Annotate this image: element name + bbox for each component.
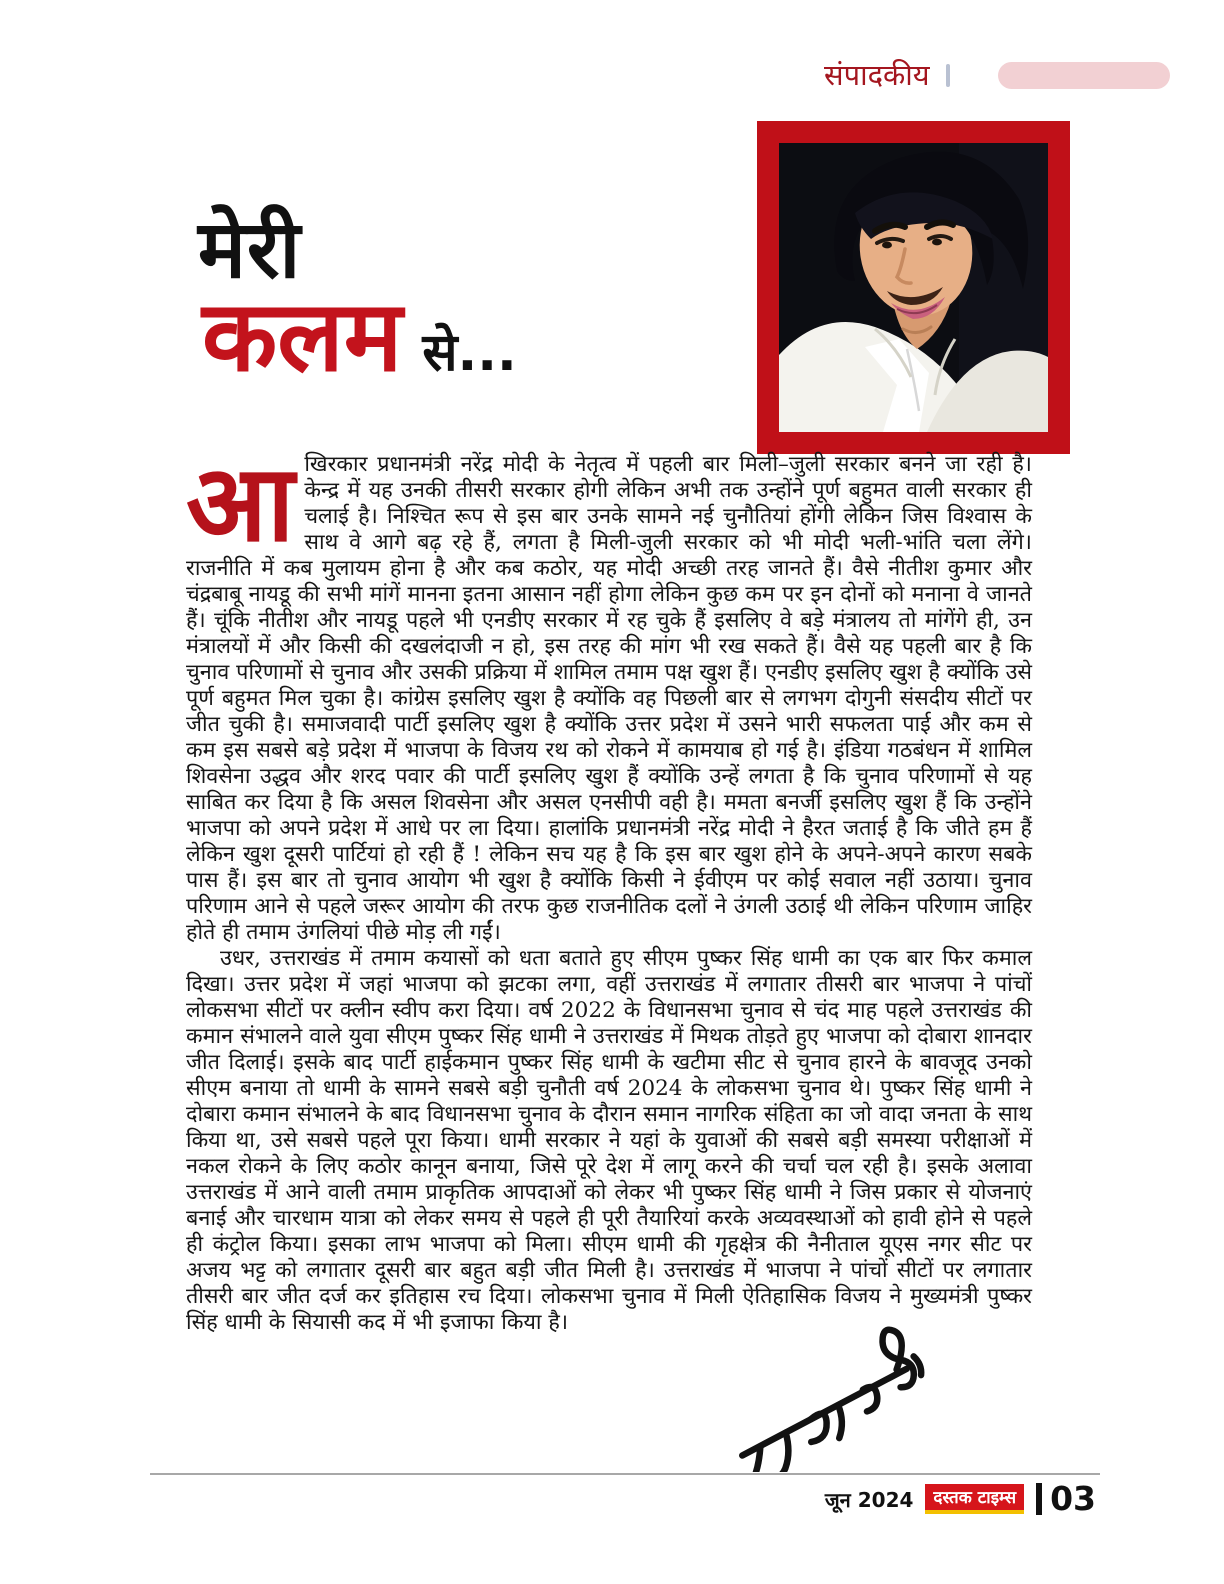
page-title-suffix: से... (422, 323, 517, 383)
footer (824, 1479, 1096, 1518)
page-number: 03 (1050, 1479, 1096, 1518)
article-paragraph-2: उधर, उत्तराखंड में तमाम कयासों को धता बताते हुए सीएम पुष्कर सिंह धामी का एक बार फिर कमाल दिखा। उत्तर प्रदेश में जहां भाजपा को झटका लगा, वहीं उत्तराखंड में लगातार तीसरी बार भाजपा ने पांचों लोकसभा सीटों पर क्लीन स्वीप करा दिया। वर्ष 2022 के विधानसभा चुनाव से चंद माह पहले उत्तराखंड की कमान संभालने वाले युवा सीएम पुष्कर सिंह धामी ने उत्तराखंड में मिथक तोड़ते हुए भाजपा को दोबारा शानदार जीत दिलाई। इसके बाद पार्टी हाईकमान पुष्कर सिंह धामी के खटीमा सीट से चुनाव हारने के बावजूद उनको सीएम बनाया तो धामी के सामने सबसे बड़ी चुनौती वर्ष 2024 के लोकसभा चुनाव थे। पुष्कर सिंह धामी ने दोबारा कमान संभालने के बाद विधानसभा चुनाव के दौरान समान नागरिक संहिता का जो वादा जनता के साथ किया था, उसे सबसे पहले पूरा किया। धामी सरकार ने यहां के युवाओं की सबसे बड़ी समस्या परीक्षाओं में नकल रोकने के लिए कठोर कानून बनाया, जिसे पूरे देश में लागू करने की चर्चा चल रही है। इसके अलावा उत्तराखंड में आने वाली तमाम प्राकृतिक आपदाओं को लेकर भी पुष्कर सिंह धामी ने जिस प्रकार से योजनाएं बनाई और चारधाम यात्रा को लेकर समय से पहले ही पूरी तैयारियां करके अव्यवस्थाओं को हावी होने से पहले ही कंट्रोल किया। इसका लाभ भाजपा को मिला। सीएम धामी की गृहक्षेत्र की नैनीताल यूएस नगर सीट पर अजय भट्ट को लगातार दूसरी बार बहुत बड़ी जीत मिली है। उत्तराखंड में भाजपा ने पांचों सीटों पर लगातार तीसरी बार जीत दर्ज कर इतिहास रच दिया। लोकसभा चुनाव में मिली ऐतिहासिक विजय ने मुख्यमंत्री पुष्कर सिंह धामी के सियासी कद में भी इजाफा किया है। (186, 946, 1032, 1335)
article-body (186, 442, 1033, 1336)
page-header (824, 58, 1170, 92)
footer-separator-bar (1036, 1483, 1042, 1515)
footer-date: जून 2024 (824, 1487, 914, 1512)
header-pill-decoration (998, 62, 1170, 89)
article-paragraph-1: खिरकार प्रधानमंत्री नरेंद्र मोदी के नेतृत्व में पहली बार मिली–जुली सरकार बनने जा रही है। केन्द्र में यह उनकी तीसरी सरकार होगी लेकिन अभी तक उन्होंने पूर्ण बहुमत वाली सरकार ही चलाई है। निश्चित रूप से इस बार उनके सामने नई चुनौतियां होंगी लेकिन जिस विश्वास के साथ वे आगे बढ़ रहे हैं, लगता है मिली-जुली सरकार को भी मोदी भली-भांति चला लेंगे। राजनीति में कब मुलायम होना है और कब कठोर, यह मोदी अच्छी तरह जानते हैं। वैसे नीतीश कुमार और चंद्रबाबू नायडू की सभी मांगें मानना इतना आसान नहीं होगा लेकिन कुछ कम पर इन दोनों को मनाना वे जानते हैं। चूंकि नीतीश और नायडू पहले भी एनडीए सरकार में रह चुके हैं इसलिए वे बड़े मंत्रालय तो मांगेंगे ही, उन मंत्रालयों में और किसी की दखलंदाजी न हो, इस तरह की मांग भी रख सकते हैं। वैसे यह पहली बार है कि चुनाव परिणामों से चुनाव और उसकी प्रक्रिया में शामिल तमाम पक्ष खुश हैं। एनडीए इसलिए खुश है क्योंकि उसे पूर्ण बहुमत मिल चुका है। कांग्रेस इसलिए खुश है क्योंकि वह पिछली बार से लगभग दोगुनी संसदीय सीटों पर जीत चुकी है। समाजवादी पार्टी इसलिए खुश है क्योंकि उत्तर प्रदेश में उसने भारी सफलता पाई और कम से कम इस सबसे बड़े प्रदेश में भाजपा के विजय रथ को रोकने में कामयाब हो गई है। इंडिया गठबंधन में शामिल शिवसेना उद्धव और शरद पवार की पार्टी इसलिए खुश हैं क्योंकि उन्हें लगता है कि चुनाव परिणामों से यह साबित कर दिया है कि असल शिवसेना और असल एनसीपी वही है। ममता बनर्जी इसलिए खुश हैं कि उन्होंने भाजपा को अपने प्रदेश में आधे पर ला दिया। हालांकि प्रधानमंत्री नरेंद्र मोदी ने हैरत जताई है कि जीते हम हैं लेकिन खुश दूसरी पार्टियां हो रही हैं ! लेकिन सच यह है कि इस बार खुश होने के अपने-अपने कारण सबके पास हैं। इस बार तो चुनाव आयोग भी खुश है क्योंकि किसी ने ईवीएम पर कोई सवाल नहीं उठाया। चुनाव परिणाम आने से पहले जरूर आयोग की तरफ कुछ राजनीतिक दलों ने उंगली उठाई थी लेकिन परिणाम जाहिर होते ही तमाम उंगलियां पीछे मोड़ ली गईं। (186, 452, 1033, 945)
editor-portrait-photo (779, 143, 1048, 432)
page-title-line2 (202, 280, 517, 394)
editor-portrait-frame (757, 121, 1070, 454)
page-title-line1: मेरी (198, 203, 302, 296)
editor-signature (706, 1322, 976, 1472)
header-divider (946, 64, 950, 87)
footer-rule (150, 1473, 1100, 1475)
page-title-accent: कलम (202, 280, 403, 394)
dropcap: आ (186, 442, 295, 565)
section-label: संपादकीय (824, 58, 930, 92)
magazine-logo: दस्तक टाइम्स (925, 1484, 1024, 1514)
